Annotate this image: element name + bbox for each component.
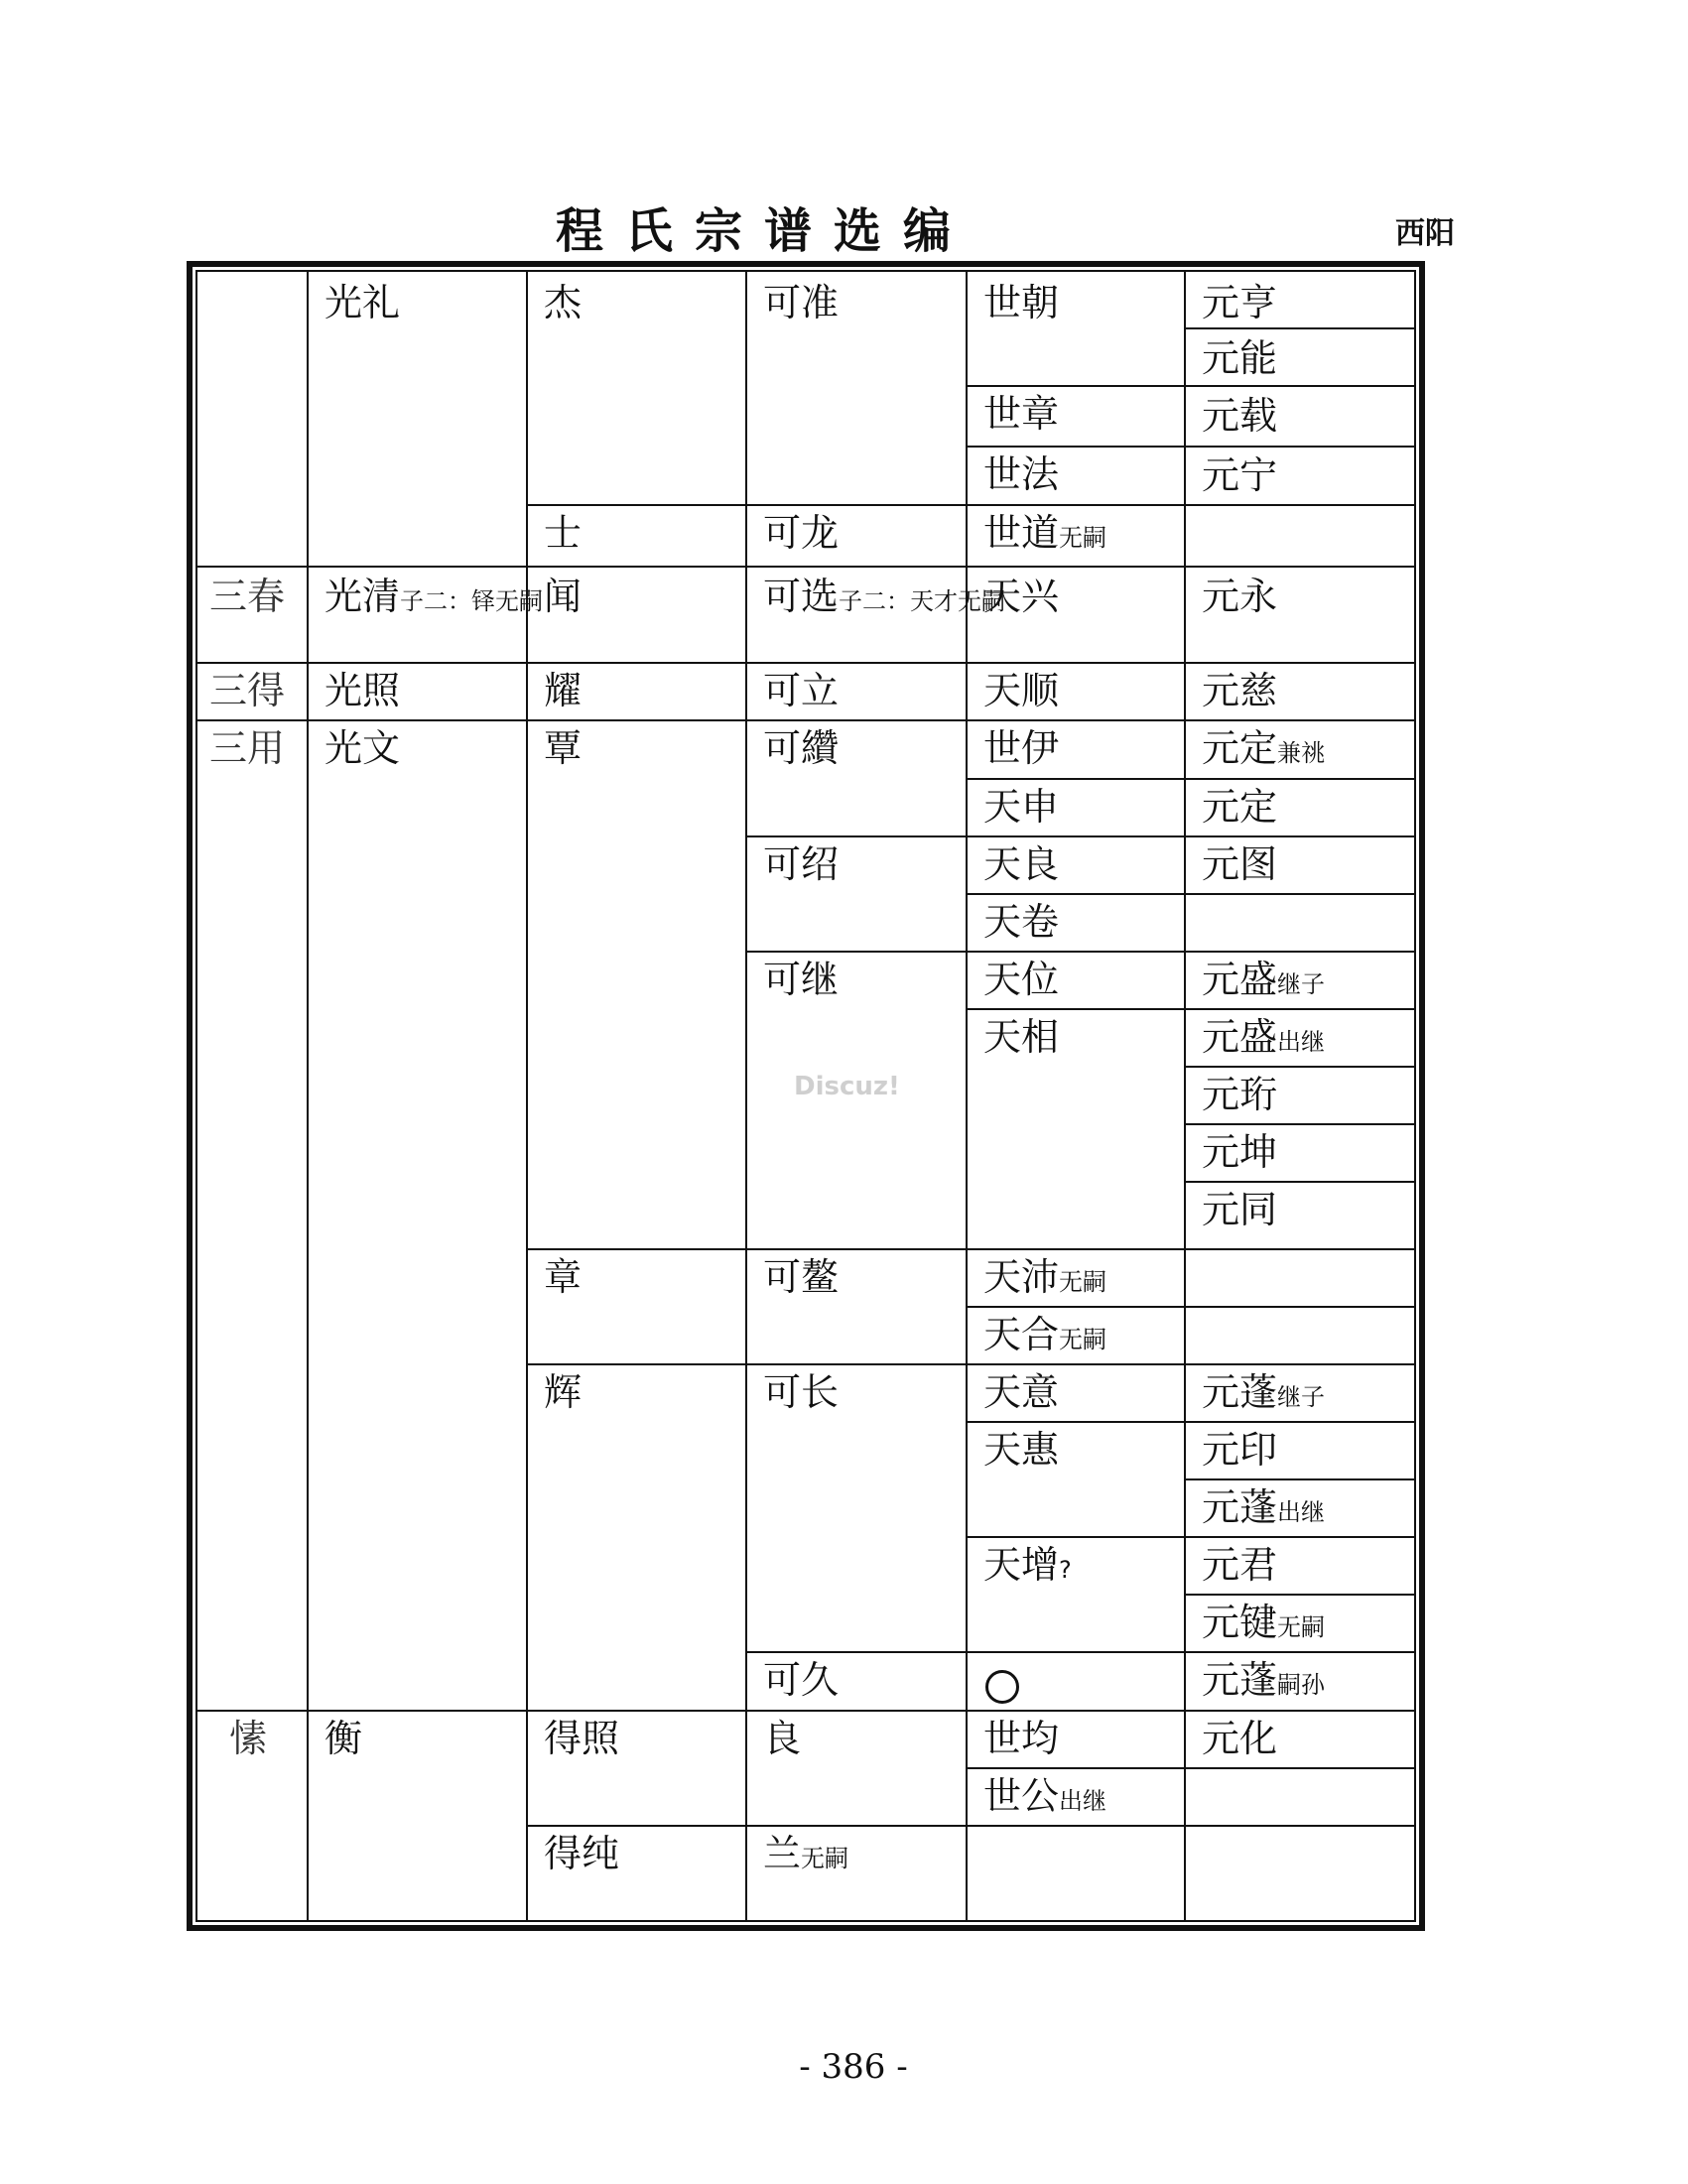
name-keji: 可继 — [763, 958, 840, 1001]
name-shizhang: 世章 — [983, 392, 1060, 436]
name-yao: 耀 — [544, 669, 583, 712]
name-yuanjian: 元键无嗣 — [1202, 1601, 1326, 1644]
name-yuanyong: 元永 — [1202, 575, 1278, 618]
name-kezuan: 可纘 — [763, 726, 840, 770]
name-shigong: 世公出继 — [983, 1774, 1107, 1818]
name-tianhui: 天惠 — [983, 1428, 1060, 1472]
name-yuanpeng-3: 元蓬嗣孙 — [1202, 1658, 1326, 1702]
name-dezhao: 得照 — [544, 1717, 620, 1760]
name-yuanheng-2: 元珩 — [1202, 1073, 1278, 1116]
name-guangzhao: 光照 — [325, 669, 401, 712]
name-kezhun: 可准 — [763, 281, 840, 324]
name-yuanzai: 元载 — [1202, 394, 1278, 438]
name-yuanning: 元宁 — [1202, 453, 1278, 497]
page-number: - 386 - — [799, 2047, 908, 2087]
name-kexuan: 可选子二：天才无嗣 — [763, 575, 1006, 618]
name-yuanding-1: 元定兼祧 — [1202, 726, 1326, 770]
generation-sanyong: 三用 — [209, 726, 286, 770]
name-wen: 闻 — [544, 575, 583, 618]
name-shi: 士 — [544, 511, 583, 555]
name-yuansheng-2: 元盛出继 — [1202, 1015, 1326, 1059]
name-tianhe: 天合无嗣 — [983, 1313, 1107, 1356]
name-tianxing: 天兴 — [983, 575, 1060, 618]
name-yuanyin: 元印 — [1202, 1428, 1278, 1472]
watermark: Discuz! — [794, 1072, 900, 1101]
name-yuantu: 元图 — [1202, 842, 1278, 886]
name-guangqing: 光清子二：铎无嗣 — [325, 575, 544, 618]
name-zhang: 章 — [544, 1255, 583, 1299]
name-kechang: 可长 — [763, 1370, 840, 1414]
name-tianjuan: 天卷 — [983, 900, 1060, 944]
name-tianzeng: 天增? — [983, 1543, 1072, 1587]
name-tianwei: 天位 — [983, 958, 1060, 1001]
name-yuanheng: 元亨 — [1202, 281, 1278, 324]
name-kejiu: 可久 — [763, 1658, 840, 1702]
name-jie: 杰 — [544, 281, 583, 324]
name-yuanpeng-2: 元蓬出继 — [1202, 1485, 1326, 1529]
name-tan: 覃 — [544, 726, 583, 770]
name-yuanneng: 元能 — [1202, 336, 1278, 380]
page-title: 程氏宗谱选编 — [556, 203, 974, 259]
name-tianxiang: 天相 — [983, 1015, 1060, 1059]
unknown-circle-icon — [985, 1661, 1019, 1707]
name-shifa: 世法 — [983, 452, 1060, 496]
region-label: 西阳 — [1395, 216, 1455, 251]
generation-sande: 三得 — [209, 669, 286, 712]
name-yuanding-2: 元定 — [1202, 785, 1278, 829]
name-shijun: 世均 — [983, 1717, 1060, 1760]
name-tianyi: 天意 — [983, 1370, 1060, 1414]
name-tianliang: 天良 — [983, 842, 1060, 886]
name-heng: 衡 — [325, 1717, 363, 1760]
name-keli: 可立 — [763, 669, 840, 712]
name-tianshen: 天申 — [983, 785, 1060, 829]
name-liang: 良 — [763, 1717, 802, 1760]
name-yuantong: 元同 — [1202, 1188, 1278, 1231]
name-shichao: 世朝 — [983, 281, 1060, 324]
name-yuansheng-1: 元盛继子 — [1202, 958, 1326, 1001]
name-tianshun: 天顺 — [983, 669, 1060, 712]
name-keao: 可鳌 — [763, 1255, 840, 1299]
name-lan: 兰无嗣 — [763, 1832, 849, 1875]
name-hui: 辉 — [544, 1370, 583, 1414]
name-shiyi: 世伊 — [983, 726, 1060, 770]
name-guangwen: 光文 — [325, 726, 401, 770]
name-yuanci: 元慈 — [1202, 669, 1278, 712]
name-yuanhua: 元化 — [1202, 1717, 1278, 1760]
name-yuankun: 元坤 — [1202, 1130, 1278, 1174]
name-guangli: 光礼 — [325, 281, 401, 324]
generation-su: 愫 — [229, 1717, 268, 1760]
name-keshao: 可绍 — [763, 842, 840, 886]
name-yuanjun: 元君 — [1202, 1543, 1278, 1587]
name-dechun: 得纯 — [544, 1832, 620, 1875]
name-yuanpeng-1: 元蓬继子 — [1202, 1370, 1326, 1414]
name-tianpei: 天沛无嗣 — [983, 1255, 1107, 1299]
name-kelong: 可龙 — [763, 511, 840, 555]
name-shidao: 世道无嗣 — [983, 511, 1107, 555]
generation-sanchun: 三春 — [209, 575, 286, 618]
